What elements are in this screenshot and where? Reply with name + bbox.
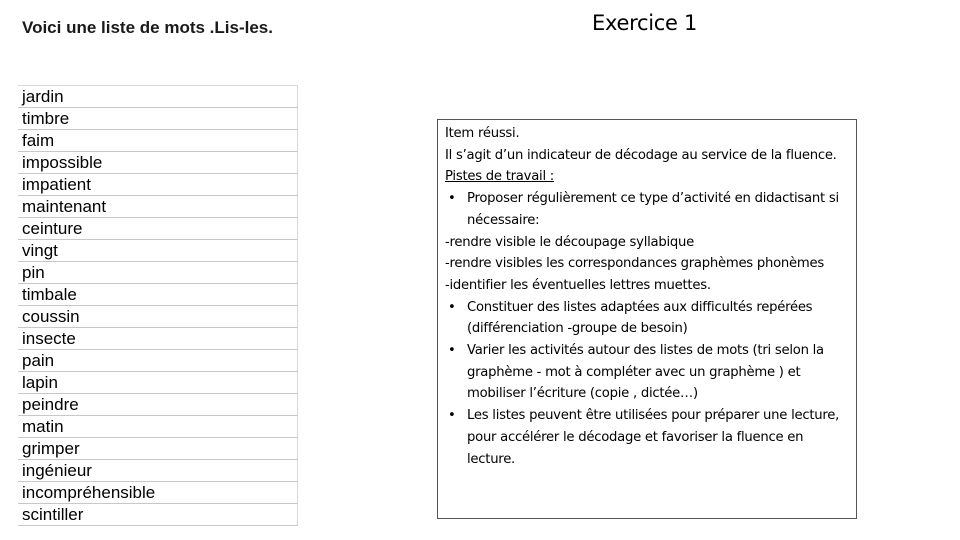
exercise-title: Exercice 1 — [592, 11, 698, 35]
note-heading: Pistes de travail : — [445, 169, 554, 185]
note-line: -rendre visible le découpage syllabique — [445, 234, 694, 250]
table-row — [18, 306, 298, 328]
note-bullet-text: Constituer des listes adaptées aux difficultés repérées (différenciation -groupe de besoin) — [467, 299, 813, 337]
word-cell: jardin — [18, 86, 298, 108]
word-cell: coussin — [18, 306, 298, 328]
word-list-table — [18, 85, 298, 526]
table-row — [18, 394, 298, 416]
table-row — [18, 174, 298, 196]
note-bullet-text: Les listes peuvent être utilisées pour préparer une lecture, pour accélérer le décodage et favoriser la fluence en lecture. — [467, 408, 840, 467]
table-row — [18, 416, 298, 438]
table-row — [18, 262, 298, 284]
table-row — [18, 438, 298, 460]
note-bullet — [445, 405, 850, 470]
note-line: -identifier les éventuelles lettres muettes. — [445, 277, 711, 293]
note-bullet-text: Proposer régulièrement ce type d’activité en didactisant si nécessaire: — [467, 191, 839, 228]
word-cell: faim — [18, 130, 298, 152]
table-row — [18, 284, 298, 306]
word-cell: impossible — [18, 152, 298, 174]
table-row — [18, 328, 298, 350]
table-row — [18, 152, 298, 174]
word-cell: vingt — [18, 240, 298, 262]
word-cell: insecte — [18, 328, 298, 350]
word-cell: ceinture — [18, 218, 298, 240]
word-cell: lapin — [18, 372, 298, 394]
table-row — [18, 130, 298, 152]
table-row — [18, 108, 298, 130]
note-bullet-text: Varier les activités autour des listes de mots (tri selon la graphème - mot à compléter avec un graphème ) et mobiliser l’écriture (copie , dictée…) — [467, 343, 824, 402]
bullet-icon: • — [448, 191, 456, 207]
word-cell: maintenant — [18, 196, 298, 218]
word-cell: scintiller — [18, 504, 298, 526]
word-cell: ingénieur — [18, 460, 298, 482]
table-row — [18, 196, 298, 218]
word-cell: timbale — [18, 284, 298, 306]
table-row — [18, 240, 298, 262]
word-cell: timbre — [18, 108, 298, 130]
bullet-icon: • — [448, 299, 456, 315]
table-row — [18, 350, 298, 372]
word-cell: peindre — [18, 394, 298, 416]
note-line: Il s’agit d’un indicateur de décodage au service de la fluence. — [445, 147, 837, 163]
table-row — [18, 86, 298, 108]
table-row — [18, 482, 298, 504]
note-bullet — [445, 188, 850, 231]
teacher-note-box — [437, 119, 857, 519]
word-cell: matin — [18, 416, 298, 438]
table-row — [18, 460, 298, 482]
note-bullet — [445, 297, 850, 340]
table-row — [18, 504, 298, 526]
word-cell: impatient — [18, 174, 298, 196]
word-cell: incompréhensible — [18, 482, 298, 504]
bullet-icon: • — [448, 408, 456, 424]
instruction-text: Voici une liste de mots .Lis-les. — [22, 18, 273, 37]
note-line: -rendre visibles les correspondances graphèmes phonèmes — [445, 256, 824, 272]
table-row — [18, 218, 298, 240]
note-bullet — [445, 340, 850, 405]
word-cell: pain — [18, 350, 298, 372]
word-cell: pin — [18, 262, 298, 284]
table-row — [18, 372, 298, 394]
word-cell: grimper — [18, 438, 298, 460]
bullet-icon: • — [448, 343, 456, 359]
note-line: Item réussi. — [445, 126, 520, 141]
